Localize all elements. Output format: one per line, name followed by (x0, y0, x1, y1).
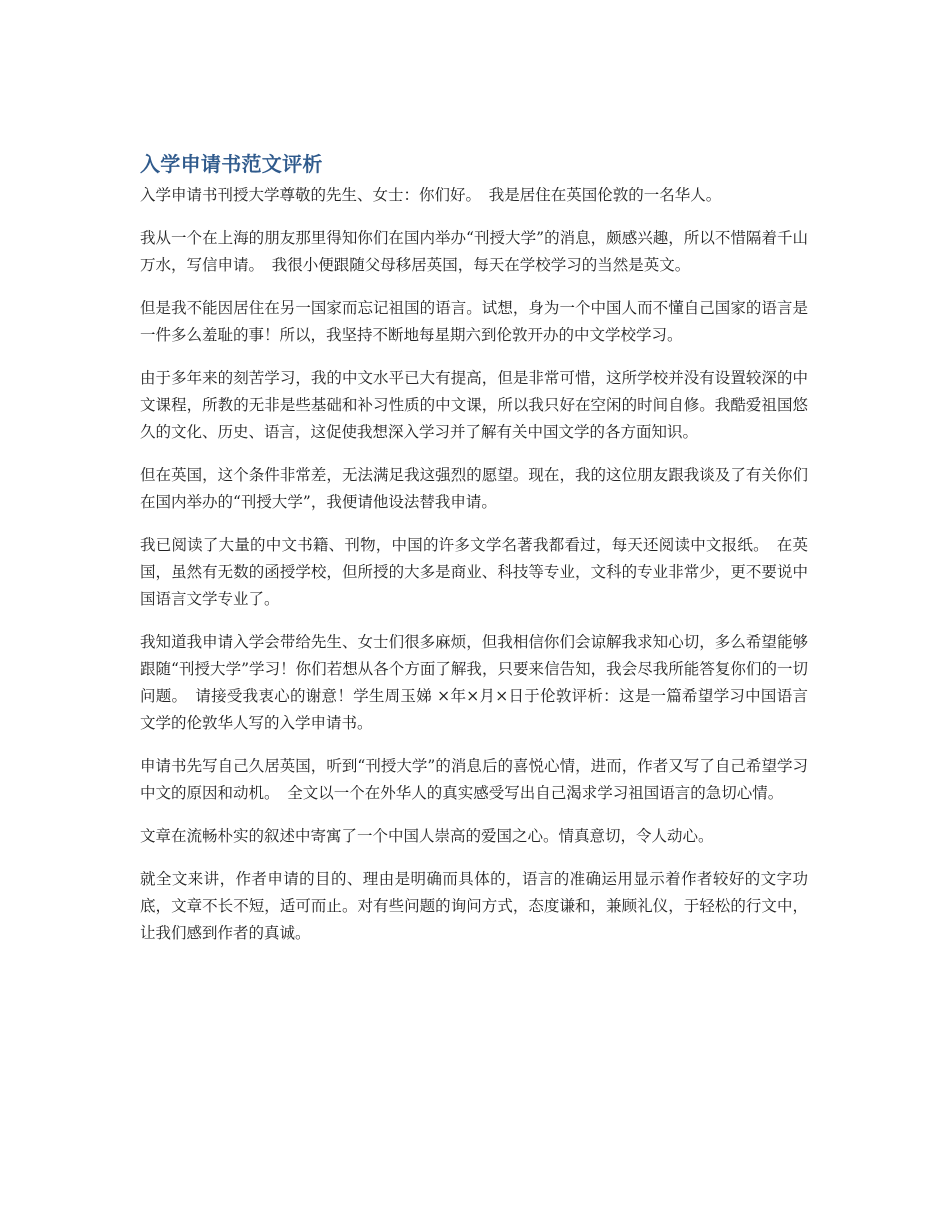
paragraph-2: 我从一个在上海的朋友那里得知你们在国内举办“刊授大学”的消息，颇感兴趣，所以不惜隔着千山万水，写信申请。 我很小便跟随父母移居英国，每天在学校学习的当然是英文。 (140, 229, 808, 274)
paragraph-3: 但是我不能因居住在另一国家而忘记祖国的语言。试想，身为一个中国人而不懂自己国家的语言是一件多么羞耻的事！所以，我坚持不断地每星期六到伦敦开办的中文学校学习。 (140, 299, 808, 344)
paragraph-4: 由于多年来的刻苦学习，我的中文水平已大有提高，但是非常可惜，这所学校并没有设置较深的中文课程，所教的无非是些基础和补习性质的中文课，所以我只好在空闲的时间自修。我酷爱祖国悠久的文化、历史、语言，这促使我想深入学习并了解有关中国文学的各方面知识。 (140, 369, 808, 441)
paragraph-9: 文章在流畅朴实的叙述中寄寓了一个中国人崇高的爱国之心。情真意切，令人动心。 (140, 827, 714, 845)
paragraph-10: 就全文来讲，作者申请的目的、理由是明确而具体的，语言的准确运用显示着作者较好的文字功底，文章不长不短，适可而止。对有些问题的询问方式，态度谦和，兼顾礼仪，于轻松的行文中，让我们感到作者的真诚。 (140, 870, 808, 942)
document-body (140, 150, 808, 963)
paragraph-6: 我已阅读了大量的中文书籍、刊物，中国的许多文学名著我都看过，每天还阅读中文报纸。 在英国，虽然有无数的函授学校，但所授的大多是商业、科技等专业，文科的专业非常少，更不要说中国语言文学专业了。 (140, 536, 808, 608)
document-title: 入学申请书范文评析 (140, 152, 323, 176)
paragraph-1: 入学申请书刊授大学尊敬的先生、女士：你们好。 我是居住在英国伦敦的一名华人。 (140, 186, 722, 204)
paragraph-8: 申请书先写自己久居英国，听到“刊授大学”的消息后的喜悦心情，进而，作者又写了自己希望学习中文的原因和动机。 全文以一个在外华人的真实感受写出自己渴求学习祖国语言的急切心情。 (140, 757, 808, 802)
paragraph-7: 我知道我申请入学会带给先生、女士们很多麻烦，但我相信你们会谅解我求知心切，多么希望能够跟随“刊授大学”学习！你们若想从各个方面了解我，只要来信告知，我会尽我所能答复你们的一切问题。 请接受我衷心的谢意！学生周玉娣 ×年×月×日于伦敦评析：这是一篇希望学习中国语言文学的伦敦华人写的入学申请书。 (140, 633, 808, 732)
paragraph-5: 但在英国，这个条件非常差，无法满足我这强烈的愿望。现在，我的这位朋友跟我谈及了有关你们在国内举办的“刊授大学”，我便请他设法替我申请。 (140, 466, 808, 511)
